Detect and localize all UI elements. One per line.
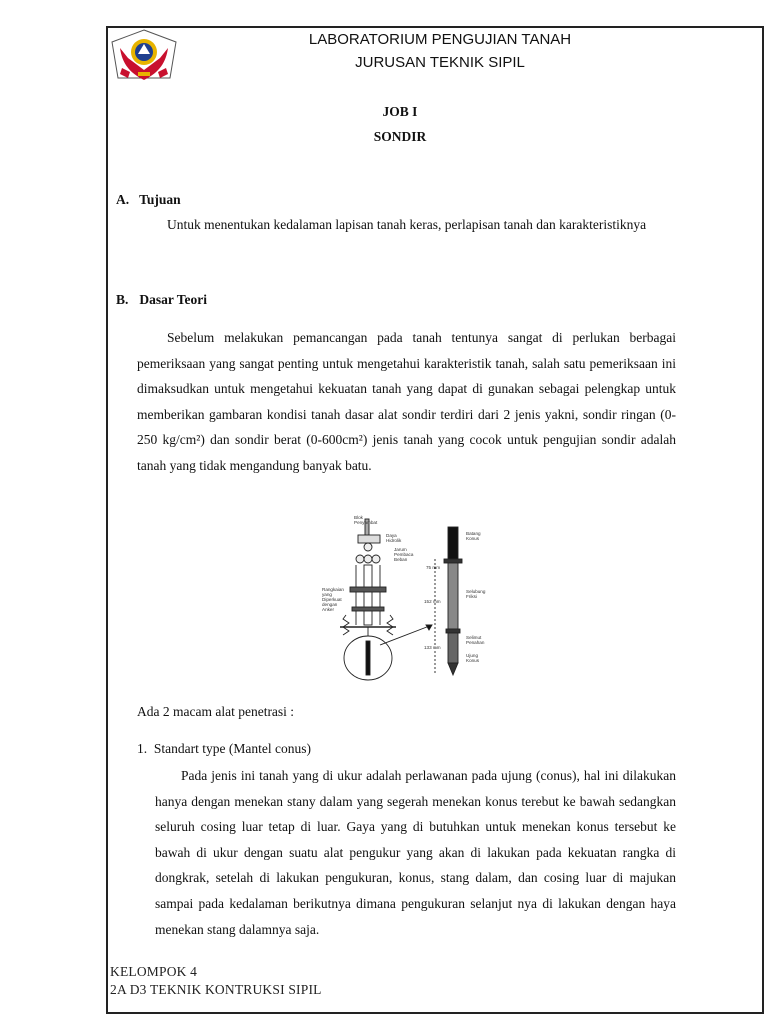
header-line-2: JURUSAN TEKNIK SIPIL (355, 54, 525, 71)
item-1-heading (137, 741, 311, 757)
fig-label-blok: Blok Penyambat (354, 515, 378, 525)
section-b-heading (116, 292, 207, 308)
institution-logo (108, 28, 180, 86)
fig-label-selimut: Selimut Penahan (466, 635, 485, 645)
fig-label-selubung: Selubung Friksi (466, 589, 486, 599)
fig-label-batang: Batang Konus (466, 531, 481, 541)
fig-label-rangkaian: Rangkaian yang Diperkuat dengan Anker (322, 587, 344, 612)
section-b-number: B. (116, 292, 129, 307)
fig-label-daya: Daya Hidrolik (386, 533, 402, 543)
footer-group: KELOMPOK 4 (110, 964, 198, 979)
fig-dim-3: 133 mm (424, 645, 441, 650)
section-a-text: Untuk menentukan kedalaman lapisan tanah keras, perlapisan tanah dan karakteristiknya (167, 217, 647, 232)
job-title: SONDIR (373, 129, 427, 144)
fig-label-jarum: Jarum Pembaca Beban (394, 547, 414, 562)
header-line-1: LABORATORIUM PENGUJIAN TANAH (308, 31, 572, 48)
fig-dim-1: 75 mm (426, 565, 441, 570)
item-1-text: Pada jenis ini tanah yang di ukur adalah perlawanan pada ujung (conus), hal ini dilakukan hanya dengan menekan stany dalam yang segerah menekan konus terebut ke bawah sedangkan seluruh cosing luar tetap di luar. Gaya yang di butuhkan untuk menekan konus tersebut ke bawah di ukur dengan suatu alat pengukur yang akan di lakukan pada kekuatan rangka di dongkrak, setelah di lakukan pengukuran, konus, stang dalam, dan cosing luar di majukan sampai pada kedalaman berikutnya dimana pengukuran selanjut nya di lakukan dengan haya menekan stang dalamnya saja. (155, 768, 676, 937)
footer-class: 2A D3 TEKNIK KONTRUKSI SIPIL (110, 982, 322, 997)
section-a-heading (116, 192, 181, 208)
section-b-title: Dasar Teori (139, 292, 208, 307)
section-b-text: Sebelum melakukan pemancangan pada tanah tentunya sangat di perlukan berbagai pemeriksaan yang sangat penting untuk mengetahui karakteristik tanah, salah satu pemeriksaan ini dimaksudkan untuk mengetahui kekuatan tanah yang dapat di gunakan sebagai pelengkap untuk memberikan gambaran kondisi tanah dasar alat sondir terdiri dari 2 jenis yakni, sondir ringan (0-250 kg/cm²) dan sondir berat (0-600cm²) jenis tanah yang cocok untuk pengujian sondir adalah tanah yang tidak mengandung banyak batu. (137, 330, 676, 473)
list-intro: Ada 2 macam alat penetrasi : (137, 704, 295, 719)
section-a-number: A. (116, 192, 130, 207)
fig-label-ujung: Ujung Konus (466, 653, 480, 663)
sondir-diagram (320, 515, 510, 690)
fig-dim-2: 152 mm (424, 599, 441, 604)
job-number: JOB I (382, 104, 418, 119)
item-1-number: 1. (137, 741, 148, 756)
section-a-title: Tujuan (139, 192, 181, 207)
item-1-title: Standart type (Mantel conus) (153, 741, 311, 756)
